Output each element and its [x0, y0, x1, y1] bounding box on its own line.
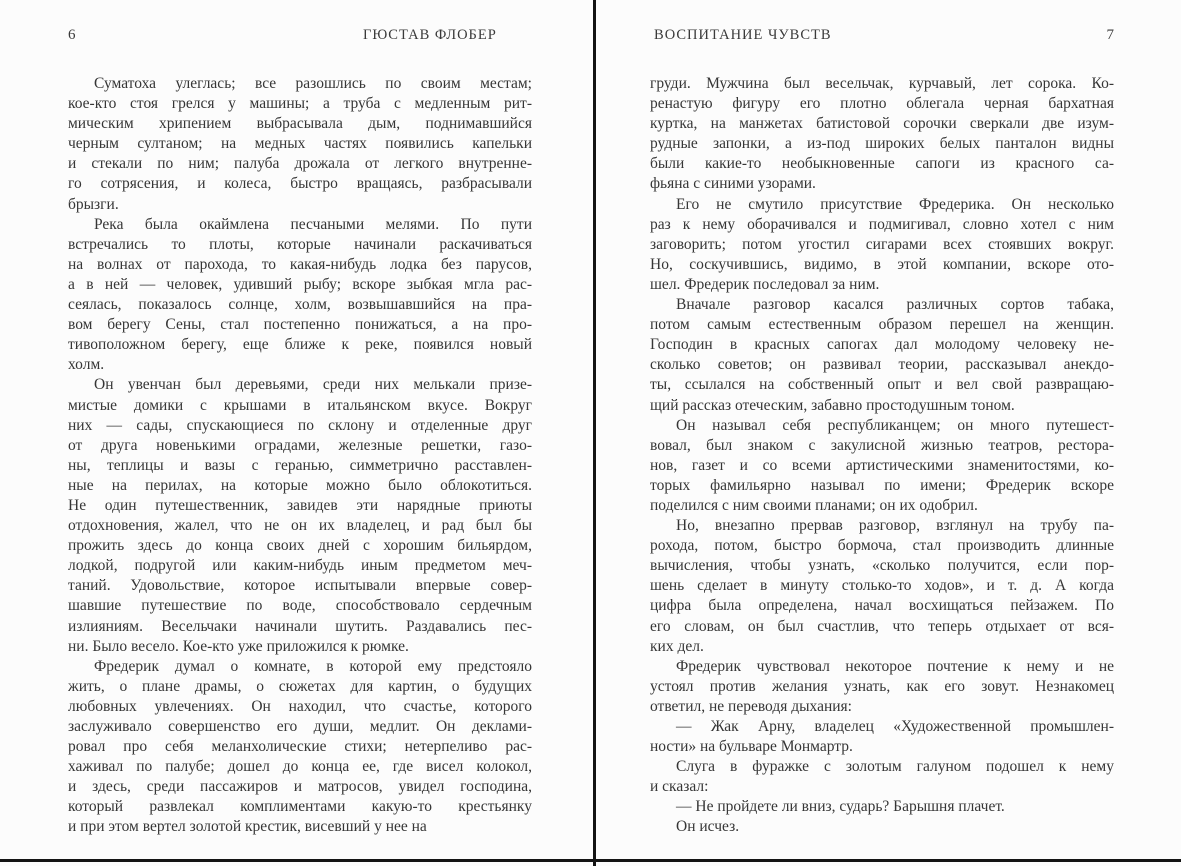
- text-line: фьяна с синими узорами.: [650, 175, 816, 193]
- paragraph: [650, 516, 1114, 657]
- text-line: раз к нему оборачивался и подмигивал, словно хотел с ним: [650, 215, 1114, 233]
- paragraph: [650, 817, 1114, 837]
- running-head-right: [650, 27, 1114, 47]
- text-line: вычисления, чтобы узнать, «сколько получится, если пор-: [650, 557, 1114, 575]
- text-line: шел. Фредерик последовал за ним.: [650, 275, 880, 293]
- page-left: [68, 0, 532, 866]
- text-line: ны, теплицы и вазы с геранью, симметрично расставлен-: [68, 456, 532, 474]
- paragraph: [68, 215, 532, 376]
- text-line: Река была окаймлена песчаными мелями. По пути: [94, 215, 532, 233]
- text-line: заслуживало совершенство его души, медлит. Он деклами-: [68, 718, 532, 735]
- text-line: излияниям. Весельчаки начинали шутить. Раздавались пес-: [68, 617, 532, 635]
- paragraph: [68, 74, 532, 215]
- paragraph: [650, 295, 1114, 416]
- page-body-right: [650, 74, 1114, 842]
- text-line: Он увенчан был деревьями, среди них мелькали призе-: [94, 376, 532, 394]
- paragraph: [650, 74, 1114, 195]
- text-line: Фредерик думал о комнате, в которой ему предстояло: [94, 657, 532, 675]
- text-line: устоял против желания узнать, как его зовут. Незнакомец: [650, 677, 1114, 695]
- text-line: от друга новенькими оградами, железные решетки, газо-: [68, 436, 532, 454]
- text-line: куртка, на манжетах батистовой сорочки сверкали две изум-: [650, 115, 1114, 133]
- page-gutter-line: [593, 0, 596, 866]
- bottom-rule: [0, 859, 1181, 862]
- text-line: были какие-то необыкновенные сапоги из красного са-: [650, 155, 1114, 173]
- text-line: шавшие путешествие по воде, способствовало сердечным: [68, 597, 532, 615]
- text-line: Господин в красных сапогах дал молодому человеку не-: [650, 336, 1114, 354]
- text-line: ни. Было весело. Кое-кто уже приложился к рюмке.: [68, 637, 409, 655]
- text-line: сколько советов; он развивал теории, рассказывал анекдо-: [650, 356, 1114, 374]
- text-line: — Жак Арну, владелец «Художественной промышлен-: [676, 718, 1114, 735]
- text-line: торых фамильярно называл по имени; Фредерик вскоре: [650, 476, 1114, 494]
- page-number-right: 7: [1106, 27, 1114, 43]
- text-line: рохода, потом, быстро бормоча, стал производить длинные: [650, 537, 1114, 555]
- text-line: них — сады, спускающиеся по склону и отделенные друг: [68, 416, 532, 434]
- page-right: [650, 0, 1114, 866]
- text-line: брызги.: [68, 195, 119, 213]
- text-line: го сотрясения, и колеса, быстро вращаясь, разбрасывали: [68, 175, 532, 193]
- text-line: груди. Мужчина был весельчак, курчавый, лет сорока. Ко-: [650, 75, 1114, 92]
- text-line: цифра была определена, начал восхищаться пейзажем. По: [650, 597, 1114, 615]
- text-line: Слуга в фуражке с золотым галуном подошел к нему: [676, 758, 1114, 776]
- text-line: кое-кто стоя грелся у машины; а труба с медленным рит-: [68, 95, 532, 113]
- running-header-title: ВОСПИТАНИЕ ЧУВСТВ: [654, 27, 832, 43]
- text-line: Вначале разговор касался различных сортов табака,: [676, 296, 1114, 314]
- paragraph: [650, 757, 1114, 797]
- text-line: таний. Удовольствие, которое испытывали впервые совер-: [68, 577, 532, 595]
- text-line: Не один путешественник, завидев эти нарядные приюты: [68, 496, 532, 514]
- text-line: ровал про себя меланхолические стихи; нетерпеливо рас-: [68, 738, 532, 756]
- text-line: ких дел.: [650, 637, 704, 655]
- page-body-left: [68, 74, 532, 842]
- text-line: а в ней — человек, удивший рыбу; вскоре зыбкая мгла рас-: [68, 275, 532, 293]
- text-line: и здесь, среди пассажиров и матросов, увидел господина,: [68, 778, 532, 796]
- text-line: Он исчез.: [676, 818, 740, 836]
- text-line: и при этом вертел золотой крестик, висевший у нее на: [68, 818, 427, 836]
- text-line: хаживал по палубе; дошел до конца ее, где висел колокол,: [68, 758, 532, 776]
- text-line: ты, ссылался на собственный опыт и вел свой развращаю-: [650, 376, 1114, 394]
- text-line: потом самым естественным образом перешел на женщин.: [650, 316, 1114, 334]
- text-line: который развлекал комплиментами какую-то крестьянку: [68, 798, 532, 816]
- text-line: мистые домики с крышами в итальянском вкусе. Вокруг: [68, 396, 532, 414]
- text-line: жить, о плане драмы, о сюжетах для картин, о будущих: [68, 677, 532, 695]
- paragraph: [68, 657, 532, 838]
- text-line: на волнах от парохода, то какая-нибудь лодка без парусов,: [68, 255, 532, 273]
- page-number-left: 6: [68, 27, 76, 43]
- paragraph: [68, 375, 532, 656]
- text-line: вовал, был знаком с закулисной жизнью театров, рестора-: [650, 436, 1114, 454]
- paragraph: [650, 717, 1114, 757]
- running-head-left: [68, 27, 532, 47]
- text-line: и стекали по ним; палуба дрожала от легкого внутренне-: [68, 155, 532, 173]
- text-line: любовных увлечениях. Он находил, что счастье, которого: [68, 697, 532, 715]
- text-line: черным султаном; на медных частях появились капельки: [68, 135, 532, 153]
- text-line: его словам, он был счастлив, что теперь отдыхает от вся-: [650, 617, 1114, 635]
- paragraph: [650, 195, 1114, 295]
- text-line: холм.: [68, 356, 105, 374]
- text-line: мическим хрипением выбрасывала дым, поднимавшийся: [68, 115, 532, 133]
- text-line: — Не пройдете ли вниз, сударь? Барышня плачет.: [676, 798, 1005, 816]
- text-line: щий рассказ отеческим, забавно простодушным тоном.: [650, 396, 1015, 414]
- text-line: Он называл себя республиканцем; он много путешест-: [676, 416, 1114, 434]
- paragraph: [650, 416, 1114, 516]
- text-line: ности» на бульваре Монмартр.: [650, 738, 853, 756]
- text-line: Но, внезапно прервав разговор, взглянул на трубу па-: [676, 517, 1114, 535]
- text-line: ные на перилах, на которые можно было облокотиться.: [68, 476, 532, 494]
- text-line: отдохновения, жалел, что не он их владелец, и рад был бы: [68, 517, 532, 535]
- text-line: ренастую фигуру его плотно облегала черная бархатная: [650, 95, 1114, 113]
- text-line: тивоположном берегу, еще ближе к реке, появился новый: [68, 336, 532, 354]
- running-header-author: ГЮСТАВ ФЛОБЕР: [363, 27, 497, 43]
- text-line: заговорить; потом угостил сигарами всех стоявших вокруг.: [650, 235, 1114, 253]
- text-line: ответил, не переводя дыхания:: [650, 697, 852, 715]
- text-line: Но, соскучившись, видимо, в этой компании, вскоре ото-: [650, 255, 1114, 273]
- text-line: Его не смутило присутствие Фредерика. Он несколько: [676, 195, 1114, 213]
- text-line: вом берегу Сены, стал постепенно понижаться, а на про-: [68, 316, 532, 334]
- text-line: шень сделает в минуту столько-то ходов», и т. д. А когда: [650, 577, 1114, 595]
- text-line: сеялась, показалось солнце, холм, возвышавшийся на пра-: [68, 296, 532, 314]
- text-line: прожить здесь до конца своих дней с хорошим бильярдом,: [68, 537, 532, 555]
- text-line: Фредерик чувствовал некоторое почтение к нему и не: [676, 657, 1114, 675]
- text-line: встречались то плоты, которые начинали раскачиваться: [68, 235, 532, 253]
- text-line: лодкой, подругой или каким-нибудь иным предметом меч-: [68, 557, 532, 575]
- text-line: рудные запонки, а из-под широких белых панталон видны: [650, 135, 1114, 153]
- text-line: и сказал:: [650, 778, 709, 796]
- text-line: нов, газет и со всеми артистическими знаменитостями, ко-: [650, 456, 1114, 474]
- paragraph: [650, 797, 1114, 817]
- text-line: поделился с ним своими планами; он их одобрил.: [650, 496, 978, 514]
- paragraph: [650, 657, 1114, 717]
- text-line: Суматоха улеглась; все разошлись по своим местам;: [94, 75, 532, 92]
